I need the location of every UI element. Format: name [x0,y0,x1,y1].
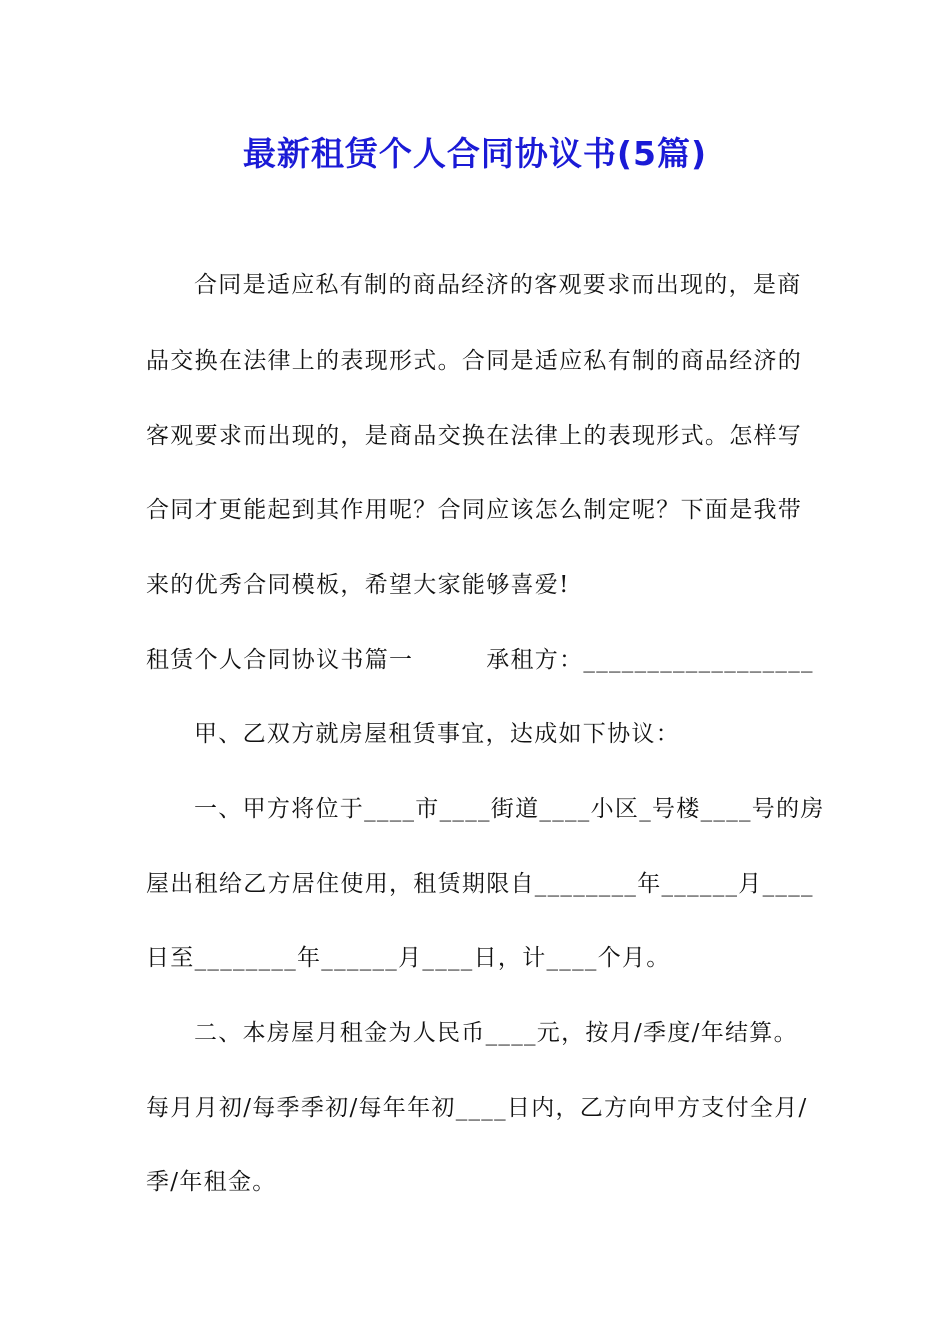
intro-line-3: 客观要求而出现的，是商品交换在法律上的表现形式。怎样写 [146,423,803,449]
clause-1-line-1: 一、甲方将位于____市____街道____小区_号楼____号的房 [194,796,825,822]
intro-line-2: 品交换在法律上的表现形式。合同是适应私有制的商品经济的 [146,348,803,374]
clause-1-line-3: 日至________年______月____日，计____个月。 [146,945,671,971]
clause-2-line-3: 季/年租金。 [146,1169,277,1195]
clause-1-line-2: 屋出租给乙方居住使用，租赁期限自________年______月____ [146,871,814,897]
clause-2-line-1: 二、本房屋月租金为人民币____元，按月/季度/年结算。 [194,1020,798,1046]
section-heading: 租赁个人合同协议书篇一 承租方：__________________ [146,647,814,673]
clause-2-line-2: 每月月初/每季季初/每年年初____日内，乙方向甲方支付全月/ [146,1095,808,1121]
intro-line-4: 合同才更能起到其作用呢？合同应该怎么制定呢？下面是我带 [146,497,803,523]
page-title: 最新租赁个人合同协议书(5篇) [242,134,708,173]
agreement-intro: 甲、乙双方就房屋租赁事宜，达成如下协议： [194,721,680,747]
intro-line-5: 来的优秀合同模板，希望大家能够喜爱! [146,572,570,598]
intro-line-1: 合同是适应私有制的商品经济的客观要求而出现的，是商 [194,272,802,298]
